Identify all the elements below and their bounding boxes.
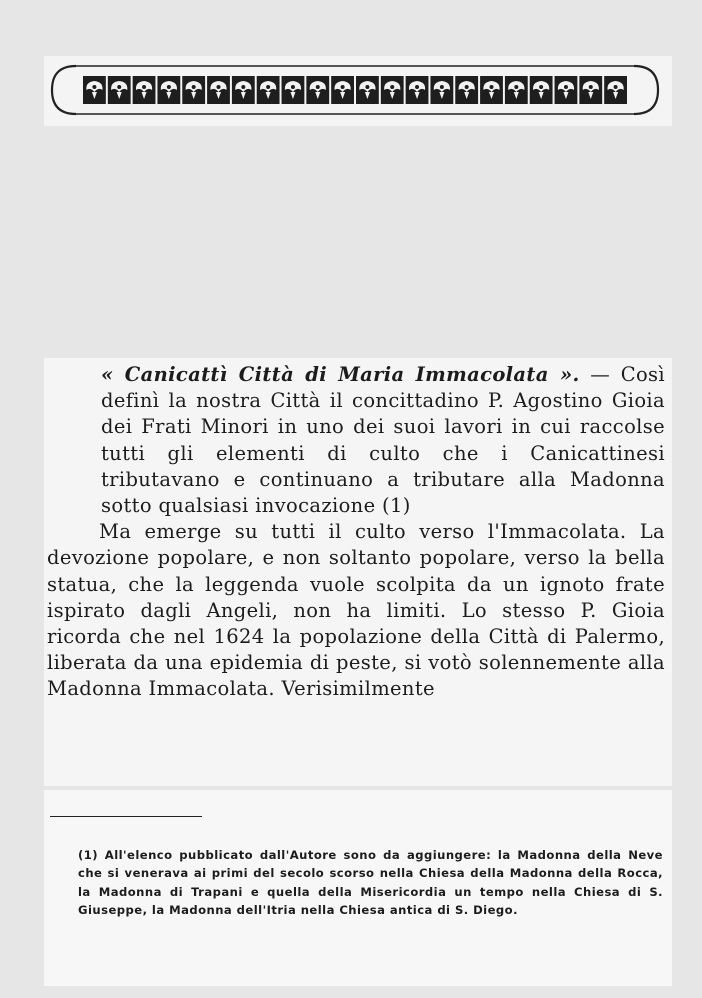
frieze-motif bbox=[604, 76, 627, 104]
paragraph-2: Ma emerge su tutti il culto verso l'Immacolata. La devozione popolare, e non soltanto popolare, verso la bella statua, che la leggenda vuole scolpita da un ignoto frate ispirato dagli Angeli, non ha limiti. Lo stesso P. Gioia ricorda che nel 1624 la popolazione della Città di Palermo, liberata da una epidemia di peste, si votò solennemente alla Madonna Immacolata. Verisimilmente bbox=[47, 520, 665, 701]
footnote-rule bbox=[50, 816, 202, 817]
frieze-motif bbox=[530, 76, 553, 104]
frieze-motif bbox=[579, 76, 602, 104]
paragraph-1-text: — Così definì la nostra Città il concittadino P. Agostino Gioia dei Frati Minori in uno dei suoi lavori in cui raccolse tutti gli elementi di culto che i Canicattinesi tributavano e continuano a tributare alla Madonna sotto qualsiasi invocazione (1) bbox=[101, 363, 665, 518]
frieze-motif bbox=[157, 76, 180, 104]
frieze-motif bbox=[232, 76, 255, 104]
frieze-motif bbox=[356, 76, 379, 104]
frieze-motif bbox=[306, 76, 329, 104]
footnote bbox=[50, 846, 663, 919]
paragraph-1 bbox=[47, 362, 665, 519]
frieze-motif bbox=[257, 76, 280, 104]
frieze-motif bbox=[406, 76, 429, 104]
frieze-motif bbox=[83, 76, 106, 104]
frieze-motif bbox=[381, 76, 404, 104]
decorative-frieze-icon bbox=[48, 62, 662, 118]
frieze-motif bbox=[133, 76, 156, 104]
body-text bbox=[47, 362, 665, 703]
frieze-motif bbox=[505, 76, 528, 104]
quoted-title: « Canicattì Città di Maria Immacolata ». bbox=[101, 363, 580, 386]
footnote-text: (1) All'elenco pubblicato dall'Autore sono da aggiungere: la Madonna della Neve che si venerava ai primi del secolo scorso nella Chiesa della Madonna della Rocca, la Madonna di Trapani e quella della Misericordia un tempo nella Chiesa di S. Giuseppe, la Madonna dell'Itria nella Chiesa antica di S. Diego. bbox=[78, 848, 663, 917]
frieze-motif bbox=[555, 76, 578, 104]
frieze-motif bbox=[282, 76, 305, 104]
frieze-motif bbox=[480, 76, 503, 104]
frieze-motif bbox=[182, 76, 205, 104]
frieze-motif bbox=[455, 76, 478, 104]
frieze-motif bbox=[430, 76, 453, 104]
frieze-motif bbox=[207, 76, 230, 104]
frieze-motif bbox=[108, 76, 131, 104]
frieze-motif bbox=[331, 76, 354, 104]
